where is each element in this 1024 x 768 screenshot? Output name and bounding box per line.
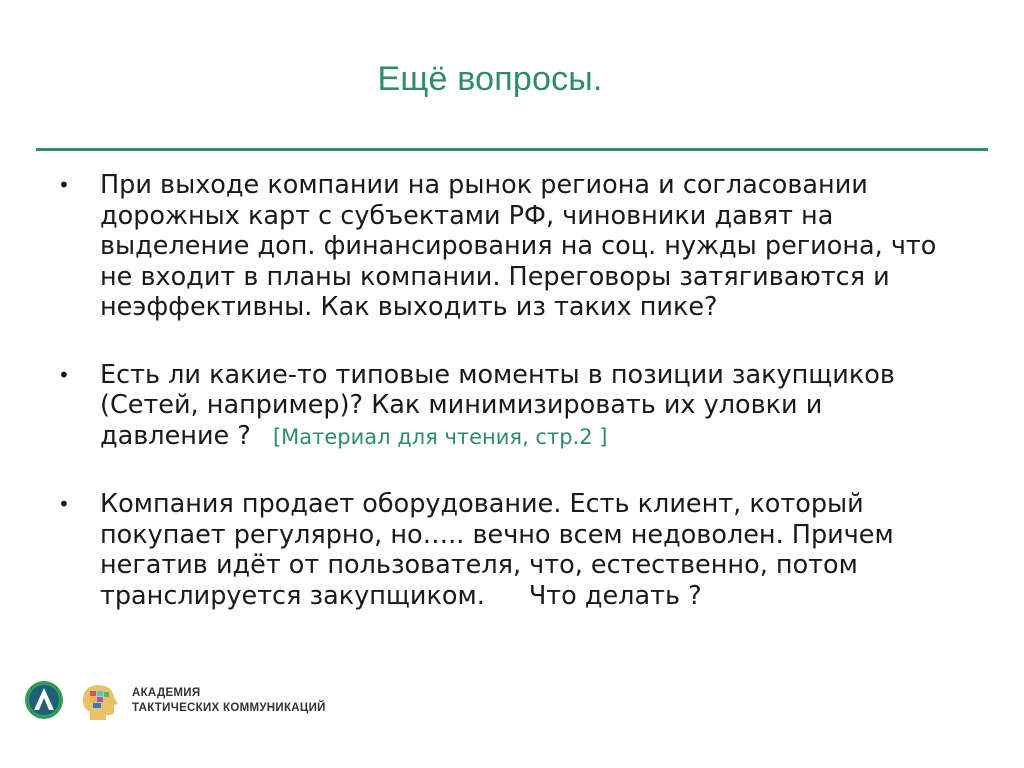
head-profile-icon (76, 682, 124, 722)
bullet-item (58, 360, 958, 453)
bullet-text: При выходе компании на рынок региона и согласовании дорожных карт с субъектами РФ, чиновники давят на выделение доп. финансирования на соц. нужды региона, что не входит в планы компании. Переговоры затягиваются и неэффективны. Как выходить из таких пике? (100, 170, 937, 322)
academy-logo (24, 680, 344, 724)
bullet-icon: • (58, 173, 70, 197)
bullet-icon: • (58, 492, 70, 516)
academy-emblem-icon (24, 680, 64, 720)
bullet-text: Есть ли какие-то типовые моменты в позиции закупщиков (Сетей, например)? Как минимизировать их уловки и давление ? (100, 359, 895, 451)
academy-name-line2: ТАКТИЧЕСКИХ КОММУНИКАЦИЙ (132, 702, 326, 714)
academy-name (132, 686, 326, 716)
bullet-item (58, 170, 958, 323)
reading-material-link[interactable]: [Материал для чтения, стр.2 ] (272, 424, 608, 449)
bullet-question: Что делать ? (528, 580, 702, 611)
bullet-icon: • (58, 362, 70, 387)
bullet-text: Компания продает оборудование. Есть клиент, который покупает регулярно, но….. вечно всем недоволен. Причем негатив идёт от пользователя, что, естественно, потом транслируется закупщиком. (100, 489, 894, 611)
academy-name-line1: АКАДЕМИЯ (132, 687, 201, 699)
bullet-list (58, 170, 958, 648)
bullet-item (58, 489, 958, 611)
slide-title: Ещё вопросы. (377, 60, 603, 98)
title-divider (36, 148, 988, 151)
